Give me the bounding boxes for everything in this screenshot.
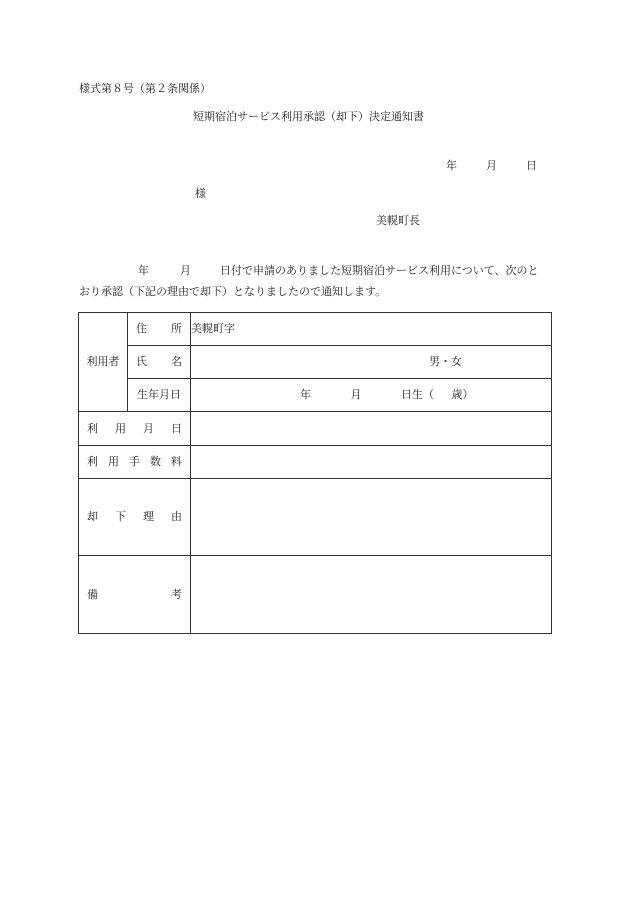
reason-label: 却 下 理 由	[79, 479, 191, 556]
birth-value	[191, 379, 552, 412]
date-line	[446, 159, 537, 173]
gender-options: 男・女	[429, 355, 462, 368]
body-year: 年	[138, 264, 149, 277]
date-day: 日	[526, 159, 537, 172]
reason-value	[191, 479, 552, 556]
name-value	[191, 346, 552, 379]
fee-value	[191, 446, 552, 479]
table-row-birth	[79, 379, 552, 412]
birth-label: 生年月日	[128, 379, 191, 412]
document-title: 短期宿泊サービス利用承認（却下）決定通知書	[193, 110, 424, 123]
birth-year: 年	[300, 388, 311, 401]
use-date-label: 利 用 月 日	[79, 412, 191, 446]
body-line-1	[138, 264, 539, 278]
issuer: 美幌町長	[376, 214, 420, 227]
birth-age: 歳）	[451, 388, 474, 401]
user-group-label: 利用者	[79, 313, 128, 412]
birth-day: 日生（	[401, 388, 434, 401]
remarks-label: 備 考	[79, 556, 191, 634]
form-number: 様式第８号（第２条関係）	[79, 82, 211, 95]
notice-table	[78, 312, 552, 634]
table-row-reason	[79, 479, 552, 556]
recipient-suffix: 様	[195, 187, 206, 200]
birth-month: 月	[350, 388, 362, 401]
body-line-2: おり承認（下記の理由で却下）となりましたので通知します。	[79, 285, 387, 298]
body-text: 日付で申請のありました短期宿泊サービス利用について、次のと	[220, 264, 539, 277]
fee-label: 利 用 手 数 料	[79, 446, 191, 479]
body-month: 月	[180, 264, 191, 277]
table-row-remarks	[79, 556, 552, 634]
table-row-use-date	[79, 412, 552, 446]
date-year: 年	[446, 159, 457, 172]
use-date-value	[191, 412, 552, 446]
name-label: 氏 名	[128, 346, 191, 379]
remarks-value	[191, 556, 552, 634]
table-row-name	[79, 346, 552, 379]
table-row-fee	[79, 446, 552, 479]
address-value: 美幌町字	[191, 313, 552, 346]
date-month: 月	[486, 159, 497, 172]
table-row-address	[79, 313, 552, 346]
address-label: 住 所	[128, 313, 191, 346]
